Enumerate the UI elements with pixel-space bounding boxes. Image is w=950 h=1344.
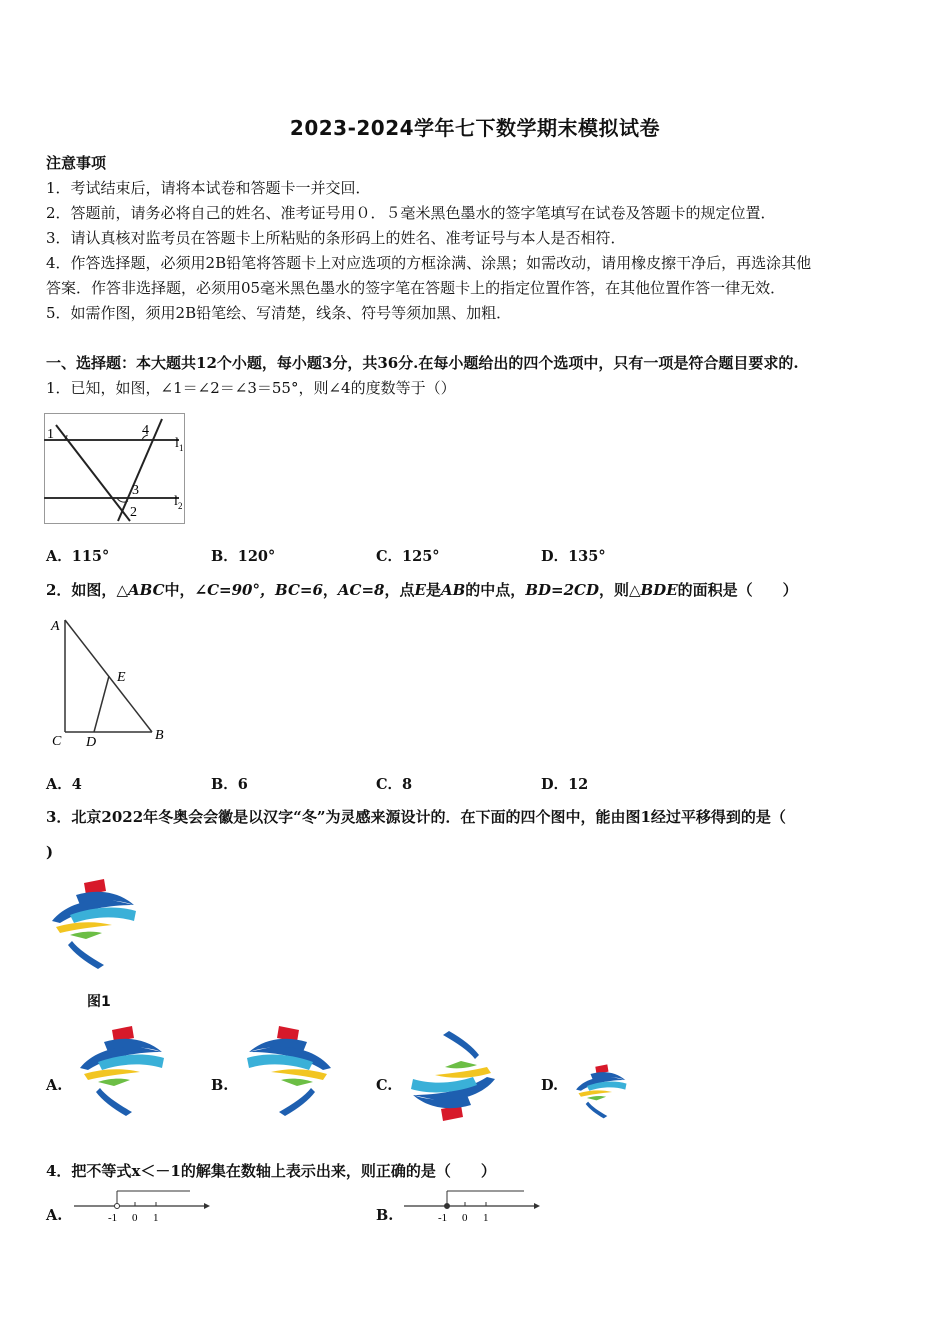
q2-ac: AC=8 — [337, 581, 385, 599]
q2-connector: ，点 — [384, 581, 415, 599]
q2-option-d[interactable]: D．12 — [541, 776, 589, 793]
q3-option-c-label[interactable]: C. — [376, 1077, 393, 1094]
q3-text-line2: ) — [46, 843, 54, 861]
q2-right-angle: ∠C=90°， — [194, 581, 275, 599]
q1-option-a[interactable]: A．115° — [46, 548, 110, 565]
notice-item: 答案．作答非选择题，必须用05毫米黑色墨水的签字笔在答题卡上的指定位置作答，在其他位置作答一律无效． — [46, 279, 786, 297]
q2-bc: BC=6 — [274, 581, 323, 599]
q2-segment-ab: AB — [440, 581, 466, 599]
q3-option-a-emblem[interactable] — [74, 1022, 169, 1122]
notice-heading: 注意事项 — [46, 154, 107, 172]
line-l2-subscript: 2 — [178, 501, 183, 511]
axis-label-zero: 0 — [132, 1212, 138, 1224]
axis-label-minus-one: -1 — [108, 1212, 118, 1224]
q4-text: 4．把不等式x＜－1的解集在数轴上表示出来，则正确的是（ ） — [46, 1162, 496, 1180]
figure-1-label: 图1 — [87, 994, 111, 1010]
axis-label-zero: 0 — [462, 1212, 468, 1224]
point-d-label: D — [86, 735, 97, 750]
q2-connector: 的中点， — [465, 581, 526, 599]
line-l2-label: l — [174, 494, 178, 509]
q4-option-b-numberline[interactable] — [402, 1188, 542, 1226]
q4-option-a-label[interactable]: A. — [46, 1207, 63, 1224]
notice-item: 1．考试结束后，请将本试卷和答题卡一并交回． — [46, 179, 371, 197]
section-heading: 一、选择题：本大题共12个小题，每小题3分，共36分.在每小题给出的四个选项中，只有一项是符合题目要求的. — [46, 354, 799, 372]
q4-option-a-numberline[interactable] — [72, 1188, 212, 1226]
q2-num: 2．如图， — [46, 581, 117, 599]
q3-option-c-emblem[interactable] — [406, 1025, 501, 1125]
q2-connector: ，则 — [598, 581, 629, 599]
line-l1-subscript: 1 — [179, 443, 184, 453]
angle-2-label: 2 — [130, 505, 137, 520]
notice-item: 5．如需作图，须用2B铅笔绘、写清楚，线条、符号等须加黑、加粗． — [46, 304, 512, 322]
q2-text — [46, 579, 798, 600]
page-title: 2023-2024学年七下数学期末模拟试卷 — [289, 116, 661, 140]
q1-option-c[interactable]: C．125° — [376, 548, 440, 565]
notice-item: 2．答题前，请务必将自己的姓名、准考证号用０．５毫米黑色墨水的签字笔填写在试卷及答题卡的规定位置． — [46, 204, 776, 222]
q1-text: 1．已知，如图，∠1＝∠2＝∠3＝55°，则∠4的度数等于（） — [46, 379, 456, 397]
q3-option-b-label[interactable]: B. — [211, 1077, 229, 1094]
axis-label-one: 1 — [483, 1212, 489, 1224]
axis-label-one: 1 — [153, 1212, 159, 1224]
q2-bd: BD=2CD — [525, 581, 599, 599]
q2-triangle-abc: △ABC — [116, 581, 165, 599]
point-c-label: C — [52, 734, 62, 749]
q2-figure — [48, 612, 178, 752]
q2-connector: 中， — [164, 581, 195, 599]
q2-option-a[interactable]: A．4 — [46, 776, 82, 793]
line-l1-label: l — [175, 436, 179, 451]
q1-option-b[interactable]: B．120° — [211, 548, 276, 565]
q1-figure — [44, 413, 186, 525]
q3-option-d-emblem[interactable] — [571, 1062, 631, 1122]
q3-option-a-label[interactable]: A. — [46, 1077, 63, 1094]
notice-item: 4．作答选择题，必须用2B铅笔将答题卡上对应选项的方框涂满、涂黑；如需改动，请用橡皮擦干净后，再选涂其他 — [46, 254, 812, 272]
q3-option-d-label[interactable]: D. — [541, 1077, 559, 1094]
q3-text-line1: 3．北京2022年冬奥会会徽是以汉字“冬”为灵感来源设计的．在下面的四个图中，能由图1经过平移得到的是（ — [46, 808, 786, 826]
q2-triangle-bde: △BDE — [628, 581, 678, 599]
q2-option-b[interactable]: B．6 — [211, 776, 248, 793]
angle-1-label: 1 — [47, 427, 54, 442]
q2-separator: ， — [322, 581, 338, 599]
angle-3-label: 3 — [132, 483, 139, 498]
q2-connector: 是 — [425, 581, 441, 599]
q4-option-b-label[interactable]: B. — [376, 1207, 394, 1224]
q2-tail: 的面积是（ ） — [677, 581, 798, 599]
point-b-label: B — [155, 728, 164, 743]
q1-option-d[interactable]: D．135° — [541, 548, 606, 565]
angle-4-label: 4 — [142, 423, 149, 438]
point-a-label: A — [51, 619, 60, 634]
q2-option-c[interactable]: C．8 — [376, 776, 413, 793]
emblem-figure-1 — [46, 875, 141, 975]
q3-option-b-emblem[interactable] — [242, 1022, 337, 1122]
q2-point-e: E — [414, 581, 426, 599]
point-e-label: E — [117, 670, 126, 685]
axis-label-minus-one: -1 — [438, 1212, 448, 1224]
notice-item: 3．请认真核对监考员在答题卡上所粘贴的条形码上的姓名、准考证号与本人是否相符． — [46, 229, 626, 247]
